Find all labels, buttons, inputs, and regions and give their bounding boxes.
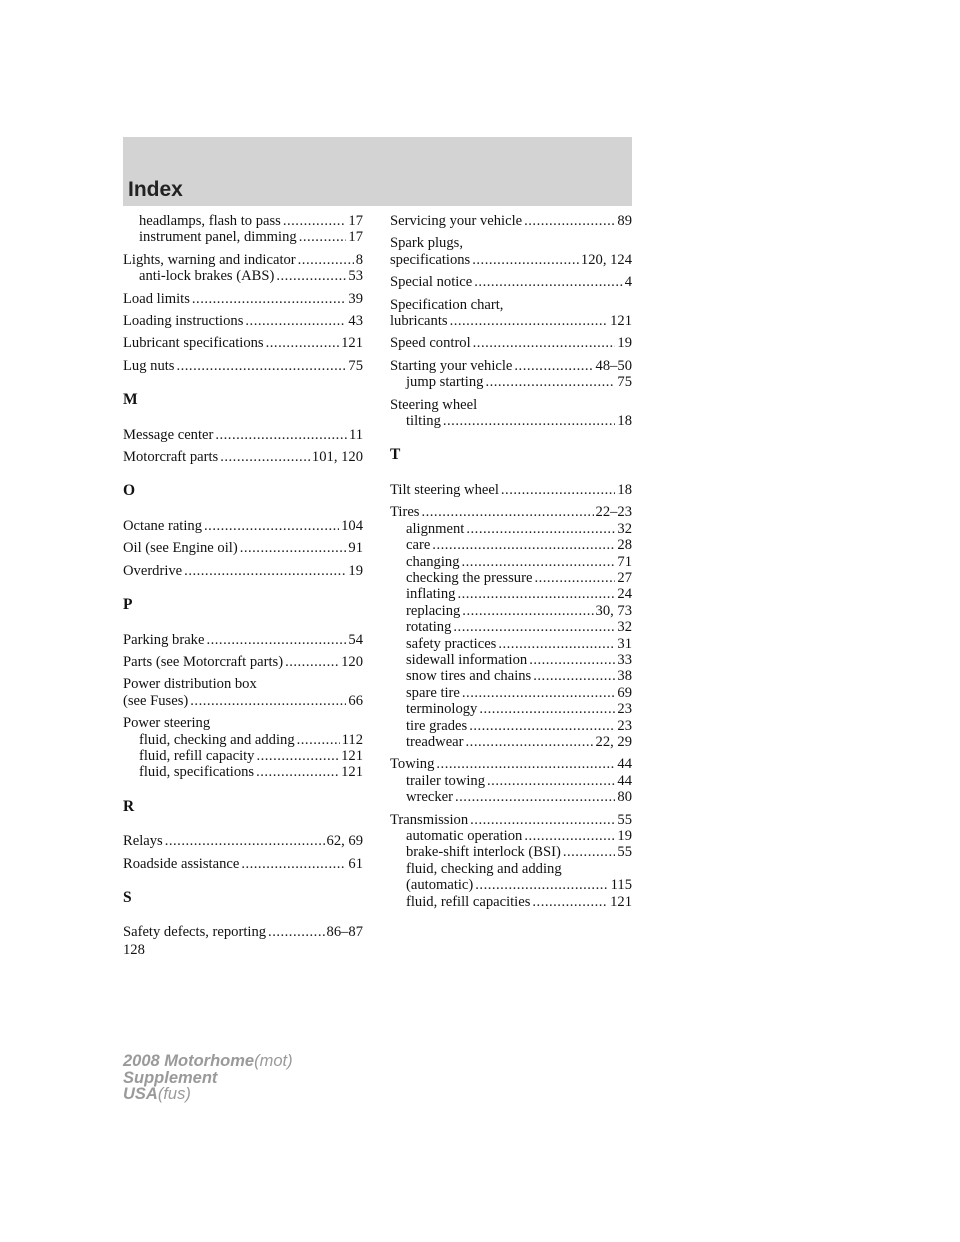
index-subentry [390,554,632,570]
index-subentry [123,229,363,245]
page-reference: 69 [617,684,632,701]
dot-leader [534,570,615,586]
index-letter-heading: P [123,596,133,614]
dot-leader [472,252,579,268]
index-entry-line [123,313,363,329]
entry-text: care [406,537,431,554]
index-entry [390,812,632,910]
page-reference: 66 [348,692,363,709]
index-entry-line [390,274,632,290]
entry-text: Lights, warning and indicator [123,251,296,268]
page-reference: 121 [341,335,363,352]
index-subentry [390,586,632,602]
index-subentry [390,718,632,734]
entry-text: Loading instructions [123,313,244,330]
entry-heading-text: Specification chart, [390,296,504,313]
index-subentry [390,844,632,860]
index-entry-line [390,504,632,520]
index-entry [123,833,363,849]
index-column-right [390,213,632,916]
index-entry [123,313,363,329]
index-entry [390,213,632,229]
footer-region: USA [123,1085,158,1103]
index-subentry [390,789,632,805]
index-subentry [390,773,632,789]
entry-heading-text: fluid, checking and adding [406,860,562,877]
entry-text: sidewall information [406,651,528,668]
page-reference: 8 [355,251,363,268]
page-reference: 62, 69 [326,833,363,850]
dot-leader [462,554,616,570]
entry-text: fluid, specifications [139,764,255,781]
dot-leader [514,358,593,374]
dot-leader [462,685,616,701]
index-entry [123,632,363,648]
entry-text: jump starting [406,374,484,391]
entry-text: treadwear [406,733,464,750]
index-letter-heading: R [123,797,135,815]
entry-text: Overdrive [123,562,183,579]
entry-text: Towing [390,756,435,773]
index-entry [123,427,363,443]
page-reference: 55 [617,844,632,861]
entry-text: Load limits [123,290,190,307]
entry-heading-text: Steering wheel [390,396,478,413]
index-subentry [390,668,632,684]
dot-leader [563,844,616,860]
index-entry [123,540,363,556]
page-reference: 32 [617,619,632,636]
entry-text: inflating [406,586,456,603]
entry-text: Transmission [390,811,469,828]
page-reference: 121 [610,893,632,910]
entry-text: Speed control [390,335,471,352]
entry-text: spare tire [406,684,460,701]
page-reference: 32 [617,520,632,537]
page-reference: 39 [348,290,363,307]
index-entry-line [390,358,632,374]
page-reference: 27 [617,569,632,586]
entry-text: tilting [406,413,441,430]
index-subentry [123,732,363,748]
entry-text: rotating [406,619,452,636]
footer-code: (mot) [254,1052,293,1070]
entry-heading-text: Power distribution box [123,676,257,693]
entry-text: safety practices [406,635,497,652]
page-reference: 44 [617,772,632,789]
dot-leader [285,654,339,670]
dot-leader [475,877,608,893]
entry-text: Roadside assistance [123,855,240,872]
index-entry-line [123,856,363,872]
page-reference: 48–50 [595,357,632,374]
index-subentry [390,894,632,910]
index-subentry [390,619,632,635]
index-letter-heading: O [123,482,136,500]
page-reference: 75 [348,357,363,374]
dot-leader [165,833,325,849]
index-entry [390,482,632,498]
index-entry [123,563,363,579]
entry-text: instrument panel, dimming [139,229,297,246]
dot-leader [190,693,346,709]
index-subentry [123,213,363,229]
dot-leader [266,335,339,351]
entry-text: changing [406,553,460,570]
page-reference: 121 [610,313,632,330]
entry-text: fluid, refill capacities [406,893,531,910]
page-reference: 71 [617,553,632,570]
page-reference: 4 [624,274,632,291]
index-subentry [390,374,632,390]
dot-leader [524,828,615,844]
index-entry-line [123,540,363,556]
page-reference: 30, 73 [595,602,632,619]
dot-leader [421,504,593,520]
page-reference: 53 [348,268,363,285]
dot-leader [241,856,346,872]
page-reference: 104 [341,517,363,534]
dot-leader [299,229,347,245]
index-entry-line [123,358,363,374]
index-entry [123,335,363,351]
index-entry-line [123,427,363,443]
footer-subtitle: Supplement [123,1068,218,1087]
entry-text: Servicing your vehicle [390,213,523,229]
dot-leader [215,427,347,443]
page-reference: 91 [348,540,363,557]
index-entry-line [390,335,632,351]
index-letter-heading: M [123,391,138,409]
header-band [123,137,632,206]
entry-text: (see Fuses) [123,692,189,709]
index-entry-line [123,632,363,648]
index-column-left [123,213,363,947]
page-reference: 31 [617,635,632,652]
footer-region-code: (fus) [157,1085,191,1103]
page-reference: 101, 120 [311,449,363,466]
dot-leader [256,764,339,780]
index-entry-line [123,924,363,940]
page-number: 128 [123,942,145,958]
page-reference: 19 [617,335,632,352]
entry-text: Lug nuts [123,357,175,374]
entry-text: terminology [406,701,478,718]
page-reference: 120, 124 [580,251,632,268]
index-subentry [390,652,632,668]
index-entry-line [123,291,363,307]
dot-leader [533,668,615,684]
entry-text: lubricants [390,313,448,330]
entry-text: checking the pressure [406,569,533,586]
entry-text: Message center [123,426,214,443]
page-reference: 18 [617,481,632,498]
entry-text: snow tires and chains [406,668,532,685]
index-subentry [390,828,632,844]
dot-leader [432,537,615,553]
page-reference: 43 [348,313,363,330]
index-entry [390,274,632,290]
entry-text: headlamps, flash to pass [139,213,281,229]
index-subentry [390,685,632,701]
page-title: Index [128,178,183,201]
index-entry [390,235,632,268]
dot-leader [450,313,609,329]
entry-text: Oil (see Engine oil) [123,540,238,557]
index-entry [123,856,363,872]
page-reference: 19 [617,828,632,844]
page-reference: 75 [617,374,632,391]
index-entry [123,291,363,307]
dot-leader [462,603,593,619]
index-entry-line [123,563,363,579]
dot-leader [176,358,346,374]
page-reference: 33 [617,651,632,668]
entry-text: wrecker [406,789,453,806]
entry-text: Motorcraft parts [123,449,219,466]
page-reference: 11 [348,426,363,443]
dot-leader [443,413,616,429]
index-entry [390,756,632,805]
footer-title: 2008 Motorhome [123,1052,255,1070]
index-entry-line [123,833,363,849]
index-entry-line [390,213,632,229]
page-reference: 23 [617,701,632,718]
entry-text: automatic operation [406,828,523,844]
index-subentry [390,413,632,429]
dot-leader [220,449,310,465]
dot-leader [498,636,615,652]
dot-leader [298,252,354,268]
index-subentry [390,636,632,652]
dot-leader [245,313,346,329]
entry-text: tire grades [406,717,468,734]
page-reference: 120 [341,653,363,670]
entry-text: Relays [123,833,163,850]
index-entry-line [123,252,363,268]
index-subentry [390,537,632,553]
index-entry-line [123,654,363,670]
dot-leader [532,894,608,910]
index-entry [390,335,632,351]
index-subentry [390,521,632,537]
page-reference: 112 [341,731,363,748]
page-reference: 22, 29 [595,733,632,750]
index-entry [123,715,363,781]
index-entry [123,518,363,534]
index-letter-heading: S [123,888,132,906]
entry-text: specifications [390,251,471,268]
page-reference: 115 [610,877,632,894]
dot-leader [297,732,340,748]
index-entry-line [390,482,632,498]
page-reference: 24 [617,586,632,603]
index-subentry [390,734,632,750]
index-entry-line [123,693,363,709]
dot-leader [283,213,347,229]
entry-text: Starting your vehicle [390,357,513,374]
page-reference: 54 [348,631,363,648]
dot-leader [466,521,615,537]
entry-text: trailer towing [406,772,486,789]
dot-leader [240,540,347,556]
dot-leader [473,335,616,351]
index-entry [123,449,363,465]
entry-text: Safety defects, reporting [123,924,267,941]
entry-heading-text: Power steering [123,715,211,732]
dot-leader [206,632,346,648]
index-entry-line [123,449,363,465]
entry-text: Parking brake [123,631,205,648]
page-reference: 44 [617,756,632,773]
footer-imprint [123,1053,293,1103]
index-subentry [123,764,363,780]
entry-text: Tires [390,504,420,521]
index-entry [123,654,363,670]
dot-leader [529,652,615,668]
index-entry [123,358,363,374]
page-reference: 121 [341,764,363,781]
dot-leader [204,518,339,534]
entry-text: fluid, refill capacity [139,747,255,764]
dot-leader [256,748,339,764]
dot-leader [501,482,616,498]
page-reference: 61 [348,855,363,872]
index-entry [123,924,363,940]
page-reference: 86–87 [326,924,363,941]
dot-leader [276,268,346,284]
dot-leader [436,756,615,772]
page-reference: 28 [617,537,632,554]
dot-leader [487,773,615,789]
dot-leader [524,213,615,229]
entry-text: brake-shift interlock (BSI) [406,844,561,861]
index-letter-heading: T [390,446,401,464]
index-subentry [390,603,632,619]
index-entry-line [390,313,632,329]
index-entry [390,504,632,750]
dot-leader [466,734,594,750]
dot-leader [474,274,622,290]
entry-text: replacing [406,602,461,619]
page-reference: 19 [348,562,363,579]
page-reference: 17 [348,213,363,229]
page-reference: 80 [617,789,632,806]
entry-text: (automatic) [406,877,474,894]
entry-text: Octane rating [123,517,203,534]
entry-heading-text: Spark plugs, [390,235,463,252]
index-entry [123,676,363,709]
entry-text: Tilt steering wheel [390,481,499,498]
index-entry-line [390,756,632,772]
page-reference: 22–23 [595,504,632,521]
index-entry [390,297,632,330]
index-subentry [390,877,632,893]
index-subentry [390,701,632,717]
page-reference: 38 [617,668,632,685]
index-subentry [390,570,632,586]
dot-leader [268,924,324,940]
dot-leader [457,586,615,602]
page-reference: 18 [617,413,632,430]
dot-leader [485,374,615,390]
entry-text: Lubricant specifications [123,335,264,352]
index-entry [123,213,363,246]
page-reference: 89 [617,213,632,229]
index-entry [123,252,363,285]
dot-leader [479,701,615,717]
dot-leader [455,789,615,805]
entry-text: Parts (see Motorcraft parts) [123,653,284,670]
index-entry [390,397,632,430]
dot-leader [453,619,615,635]
dot-leader [192,291,347,307]
entry-text: Special notice [390,274,473,291]
page-reference: 17 [348,229,363,246]
entry-text: anti-lock brakes (ABS) [139,268,275,285]
index-entry-line [390,812,632,828]
index-entry-line [123,335,363,351]
index-subentry [123,748,363,764]
entry-text: alignment [406,520,465,537]
page-reference: 55 [617,811,632,828]
index-subentry [123,268,363,284]
page-reference: 121 [341,747,363,764]
page-reference: 23 [617,717,632,734]
index-entry-line [123,518,363,534]
entry-text: fluid, checking and adding [139,731,295,748]
dot-leader [184,563,346,579]
dot-leader [469,718,615,734]
index-entry-line [390,252,632,268]
dot-leader [470,812,615,828]
index-entry [390,358,632,391]
